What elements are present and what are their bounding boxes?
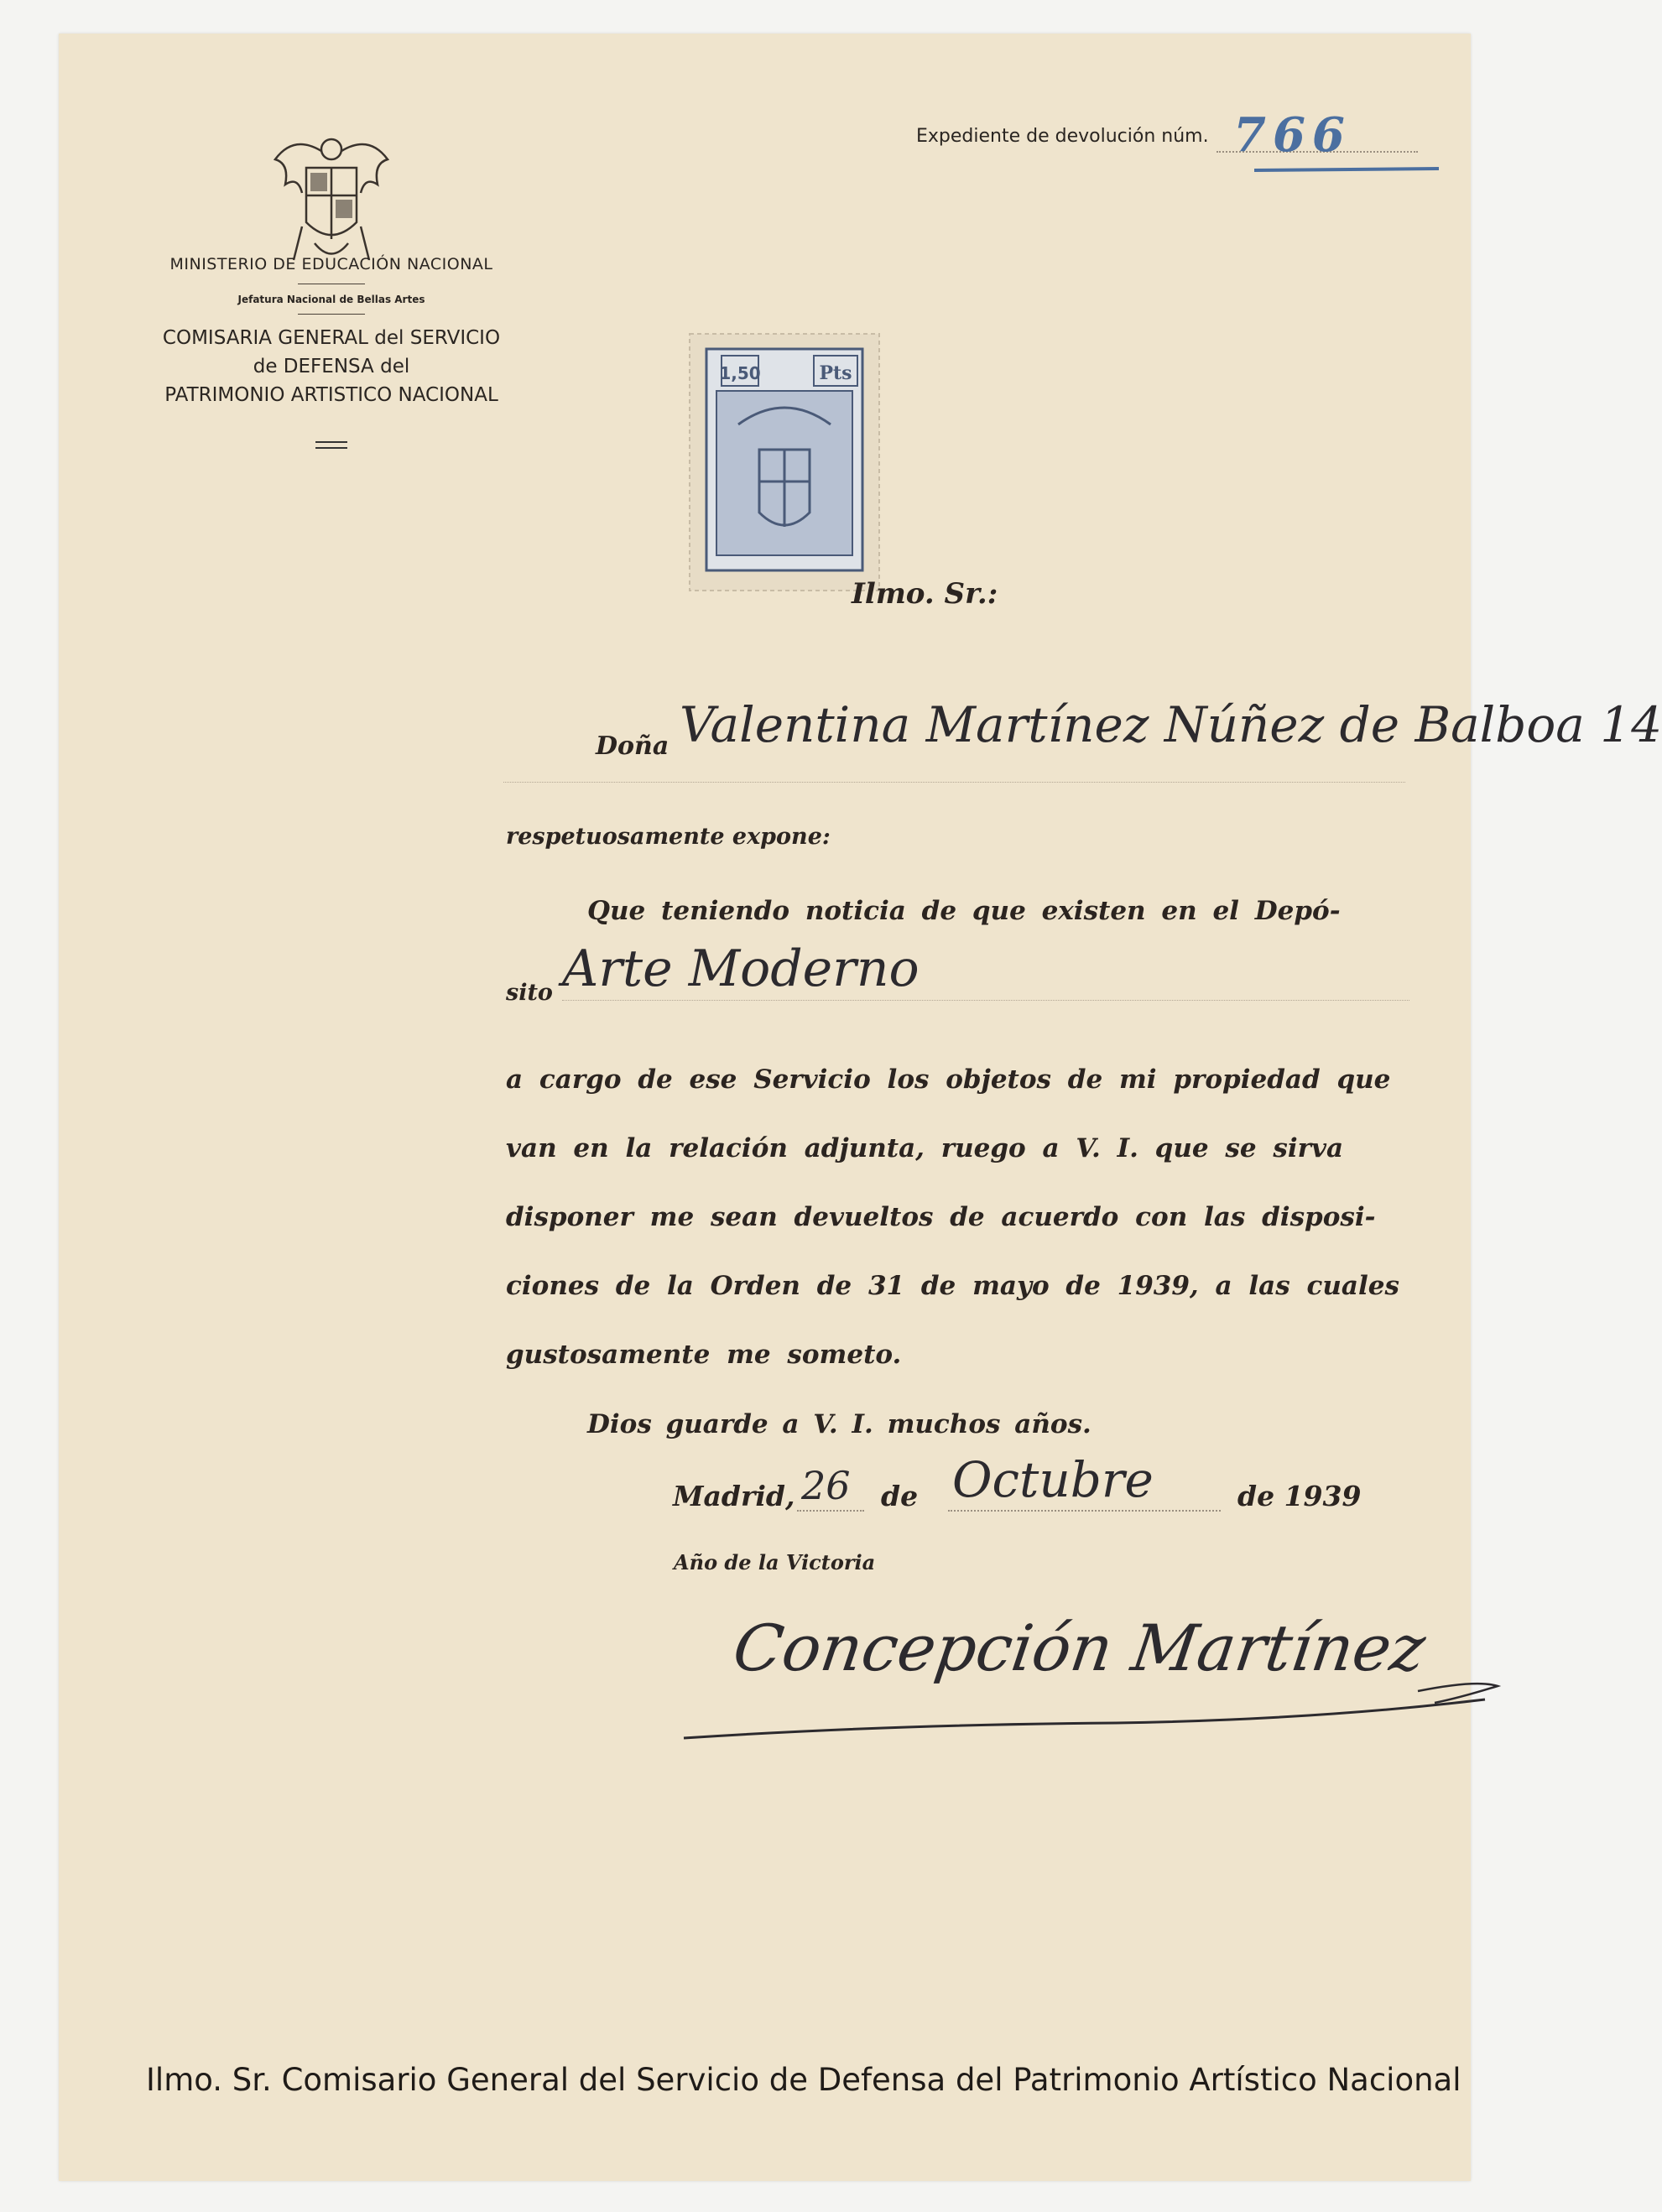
petitioner-line xyxy=(503,782,1405,783)
paragraph-word: sito xyxy=(506,980,553,1006)
salutation: Ilmo. Sr.: xyxy=(852,577,998,611)
stamp-value-left: 1,50 xyxy=(719,363,761,383)
date-day-line xyxy=(797,1510,864,1512)
letterhead-divider xyxy=(298,314,365,315)
date-city: Madrid, xyxy=(673,1480,795,1512)
body-paragraph: a cargo de ese Servicio los objetos de mi propiedad que van en la relación adjunta, ruego a V. I. que se sirva disponer me sean devueltos de acuerdo con las disposi- ciones de la Orden de 31 de mayo de 1939, a las cuales gustosamente me someto. xyxy=(506,1064,1399,1370)
addressee: Ilmo. Sr. Comisario General del Servicio de Defensa del Patrimonio Artístico Nacional xyxy=(146,2062,1461,2098)
ministry-name: MINISTERIO DE EDUCACIÓN NACIONAL xyxy=(169,255,493,273)
commission-name: COMISARIA GENERAL del SERVICIO de DEFENSA del PATRIMONIO ARTISTICO NACIONAL xyxy=(162,327,501,406)
date-era: Año de la Victoria xyxy=(674,1550,876,1574)
date-month: Octubre xyxy=(952,1451,1154,1508)
department-name: Jefatura Nacional de Bellas Artes xyxy=(237,294,425,305)
deposit-name: Arte Moderno xyxy=(562,939,920,998)
petitioner-prefix: Doña xyxy=(596,731,669,761)
signature: Concepción Martínez xyxy=(728,1611,1430,1685)
date-year: de 1939 xyxy=(1237,1480,1362,1512)
closing-line: Dios guarde a V. I. muchos años. xyxy=(587,1409,1092,1439)
intro-text: respetuosamente expone: xyxy=(506,824,831,850)
file-number-underline xyxy=(1254,167,1439,172)
fiscal-stamp-icon xyxy=(688,332,881,592)
date-month-line xyxy=(948,1510,1221,1512)
date-de: de xyxy=(881,1480,919,1512)
signature-flourish-icon xyxy=(680,1636,1502,1753)
file-number-value: 766 xyxy=(1233,107,1352,163)
file-number-label: Expediente de devolución núm. xyxy=(916,126,1209,147)
petitioner-name: Valentina Martínez Núñez de Balboa 14 xyxy=(680,696,1662,753)
stamp-value-right: Pts xyxy=(819,362,852,384)
paragraph-start: Que teniendo noticia de que existen en el Depó- xyxy=(587,896,1341,926)
document-page xyxy=(59,34,1662,2181)
deposit-line xyxy=(562,1000,1409,1001)
coat-of-arms-icon xyxy=(268,126,394,268)
date-day: 26 xyxy=(801,1463,851,1508)
double-rule xyxy=(315,441,347,449)
